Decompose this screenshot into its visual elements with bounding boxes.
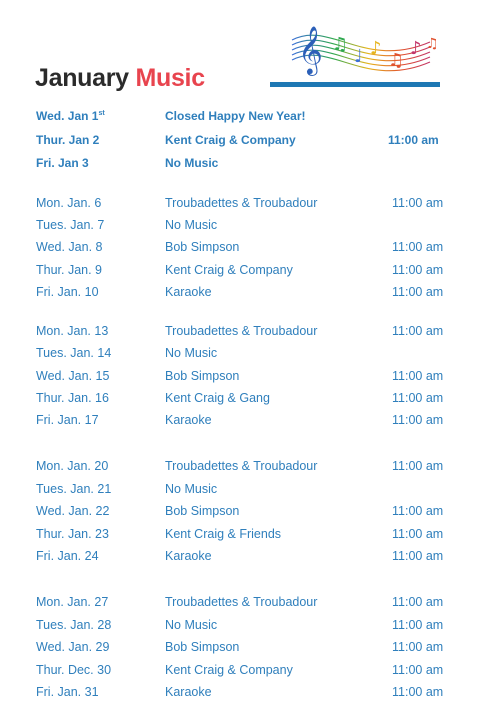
schedule-row [0, 283, 481, 301]
event-time: 11:00 am [392, 240, 444, 254]
event-activity: Bob Simpson [165, 369, 240, 383]
event-date-text: Fri. Jan. 17 [36, 413, 99, 427]
event-date [36, 194, 101, 212]
event-date [36, 547, 99, 565]
schedule-row [0, 547, 481, 565]
event-activity: No Music [165, 346, 218, 360]
event-date-text: Tues. Jan. 7 [36, 218, 105, 232]
event-date-text: Wed. Jan. 22 [36, 504, 110, 518]
event-time: 11:00 am [392, 459, 444, 473]
event-date [36, 593, 108, 611]
event-time: 11:00 am [392, 595, 444, 609]
event-time: 11:00 am [392, 663, 444, 677]
event-date-text: Tues. Jan. 28 [36, 618, 112, 632]
svg-text:♫: ♫ [388, 50, 405, 71]
event-date [36, 131, 99, 149]
event-date-text: Thur. Jan 2 [36, 133, 100, 147]
schedule-row [0, 616, 481, 634]
event-date [36, 525, 109, 543]
svg-text:♪: ♪ [370, 38, 382, 59]
event-date-text: Mon. Jan. 27 [36, 595, 109, 609]
title-word-january: January [35, 64, 129, 92]
schedule-row [0, 593, 481, 611]
event-activity: Bob Simpson [165, 640, 240, 654]
event-activity: Troubadettes & Troubadour [165, 459, 318, 473]
event-activity: Kent Craig & Gang [165, 391, 270, 405]
event-date [36, 502, 109, 520]
schedule-row [0, 638, 481, 656]
event-date-text: Wed. Jan 1 [36, 109, 99, 123]
page-title [35, 64, 205, 93]
event-date-text: Mon. Jan. 6 [36, 196, 102, 210]
schedule-row [0, 367, 481, 385]
event-activity: Troubadettes & Troubadour [165, 595, 318, 609]
event-date-text: Mon. Jan. 20 [36, 459, 109, 473]
event-date [36, 683, 99, 701]
event-date-text: Fri. Jan. 24 [36, 549, 99, 563]
svg-text:𝄞: 𝄞 [298, 25, 323, 74]
event-activity: Troubadettes & Troubadour [165, 324, 318, 338]
event-time: 11:00 am [392, 369, 444, 383]
title-word-music: Music [135, 64, 205, 92]
date-ordinal-suffix: st [98, 110, 105, 117]
schedule-row [0, 389, 481, 407]
event-activity: Kent Craig & Company [165, 133, 296, 147]
event-date [36, 480, 111, 498]
event-date-text: Wed. Jan. 8 [36, 240, 103, 254]
event-activity: Kent Craig & Company [165, 263, 293, 277]
schedule-row [0, 683, 481, 701]
event-time: 11:00 am [392, 391, 444, 405]
schedule-row [0, 216, 481, 234]
event-date [36, 411, 99, 429]
event-time: 11:00 am [392, 527, 444, 541]
schedule-row [0, 322, 481, 340]
schedule-row [0, 661, 481, 679]
event-time: 11:00 am [392, 413, 444, 427]
schedule-row [0, 154, 481, 172]
event-date-text: Wed. Jan. 29 [36, 640, 110, 654]
event-time: 11:00 am [392, 196, 444, 210]
event-date-text: Fri. Jan. 31 [36, 685, 99, 699]
event-activity: No Music [165, 156, 219, 170]
event-date [36, 261, 102, 279]
event-activity: Bob Simpson [165, 240, 240, 254]
schedule-row [0, 238, 481, 256]
event-date [36, 283, 99, 301]
schedule-row [0, 107, 481, 125]
event-date-text: Fri. Jan. 10 [36, 285, 99, 299]
schedule-row [0, 411, 481, 429]
event-activity: Troubadettes & Troubadour [165, 196, 318, 210]
event-date-text: Fri. Jan 3 [36, 156, 89, 170]
event-date [36, 344, 111, 362]
event-date [36, 389, 109, 407]
event-time: 11:00 am [392, 324, 444, 338]
event-time: 11:00 am [392, 618, 444, 632]
event-date [36, 238, 102, 256]
event-date [36, 216, 104, 234]
event-date [36, 107, 105, 125]
music-notes-staff-icon [270, 10, 440, 90]
svg-text:♫: ♫ [332, 34, 349, 55]
event-date [36, 367, 109, 385]
event-date [36, 322, 108, 340]
schedule-row [0, 502, 481, 520]
event-time: 11:00 am [392, 549, 444, 563]
event-activity: Karaoke [165, 549, 212, 563]
svg-text:♪: ♪ [410, 38, 422, 59]
schedule-row [0, 457, 481, 475]
event-date [36, 154, 89, 172]
event-activity: Kent Craig & Company [165, 663, 293, 677]
event-activity: Karaoke [165, 685, 212, 699]
event-time: 11:00 am [392, 263, 444, 277]
event-date-text: Tues. Jan. 21 [36, 482, 112, 496]
event-date-text: Mon. Jan. 13 [36, 324, 109, 338]
event-date-text: Thur. Dec. 30 [36, 663, 112, 677]
event-activity: Karaoke [165, 285, 212, 299]
schedule-row [0, 194, 481, 212]
svg-text:♫: ♫ [426, 36, 439, 52]
event-activity: No Music [165, 482, 218, 496]
schedule-row [0, 131, 481, 149]
schedule-row [0, 480, 481, 498]
schedule-row [0, 525, 481, 543]
event-time: 11:00 am [392, 685, 444, 699]
event-date [36, 616, 111, 634]
event-activity: Bob Simpson [165, 504, 240, 518]
event-activity: Kent Craig & Friends [165, 527, 282, 541]
schedule-row [0, 261, 481, 279]
event-time: 11:00 am [392, 285, 444, 299]
event-time: 11:00 am [392, 504, 444, 518]
event-date [36, 661, 111, 679]
event-time: 11:00 am [392, 640, 444, 654]
event-date-text: Tues. Jan. 14 [36, 346, 112, 360]
event-date-text: Thur. Jan. 23 [36, 527, 109, 541]
event-activity: Closed Happy New Year! [165, 109, 306, 123]
event-activity: Karaoke [165, 413, 212, 427]
svg-text:♩: ♩ [354, 46, 363, 67]
event-date [36, 638, 109, 656]
event-date [36, 457, 108, 475]
event-date-text: Thur. Jan. 9 [36, 263, 103, 277]
schedule-row [0, 344, 481, 362]
event-date-text: Thur. Jan. 16 [36, 391, 109, 405]
event-activity: No Music [165, 618, 218, 632]
event-date-text: Wed. Jan. 15 [36, 369, 110, 383]
event-time: 11:00 am [388, 133, 439, 147]
event-activity: No Music [165, 218, 218, 232]
